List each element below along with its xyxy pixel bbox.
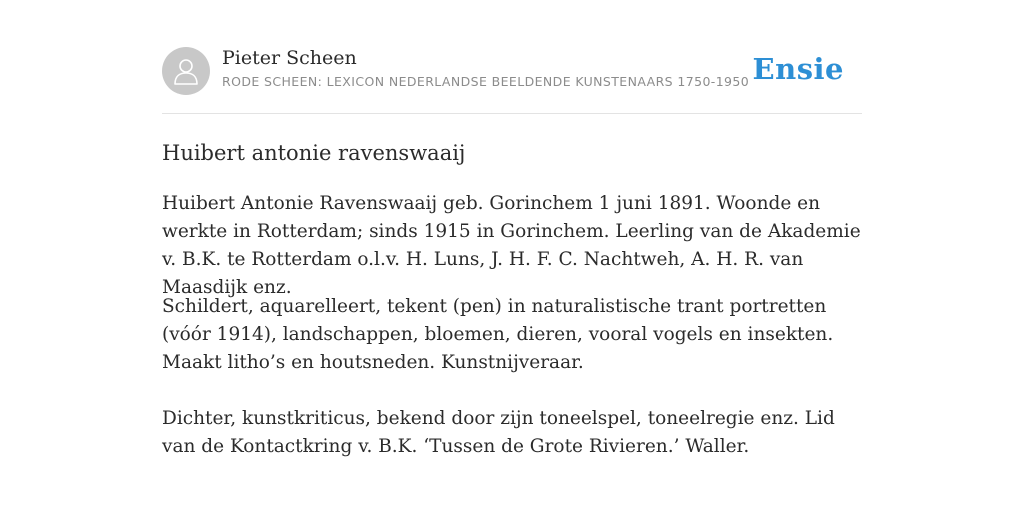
user-silhouette-icon [173,57,199,85]
brand-logo[interactable]: Ensie [752,52,844,86]
article-paragraph-3: Dichter, kunstkriticus, bekend door zijn toneelspel, toneelregie enz. Lid van de Kontactkring v. B.K. ‘Tussen de Grote Rivieren.’ Waller. [162,408,835,457]
article-title: Huibert antonie ravenswaaij [162,141,466,165]
article-paragraph-2: Schildert, aquarelleert, tekent (pen) in naturalistische trant portretten (vóór 1914), landschappen, bloemen, dieren, vooral vogels en insekten. Maakt litho’s en houtsneden. Kunstnijveraar. [162,296,834,373]
header [162,46,862,96]
author-name[interactable]: Pieter Scheen [222,47,357,69]
author-avatar[interactable] [162,47,210,95]
article-paragraph-1: Huibert Antonie Ravenswaaij geb. Gorinchem 1 juni 1891. Woonde en werkte in Rotterdam; sinds 1915 in Gorinchem. Leerling van de Akademie v. B.K. te Rotterdam o.l.v. H. Luns, J. H. F. C. Nachtweh, A. H. R. van Maasdijk enz. [162,193,861,298]
source-name[interactable]: RODE SCHEEN: LEXICON NEDERLANDSE BEELDENDE KUNSTENAARS 1750-1950 [222,74,750,89]
header-divider [162,113,862,114]
